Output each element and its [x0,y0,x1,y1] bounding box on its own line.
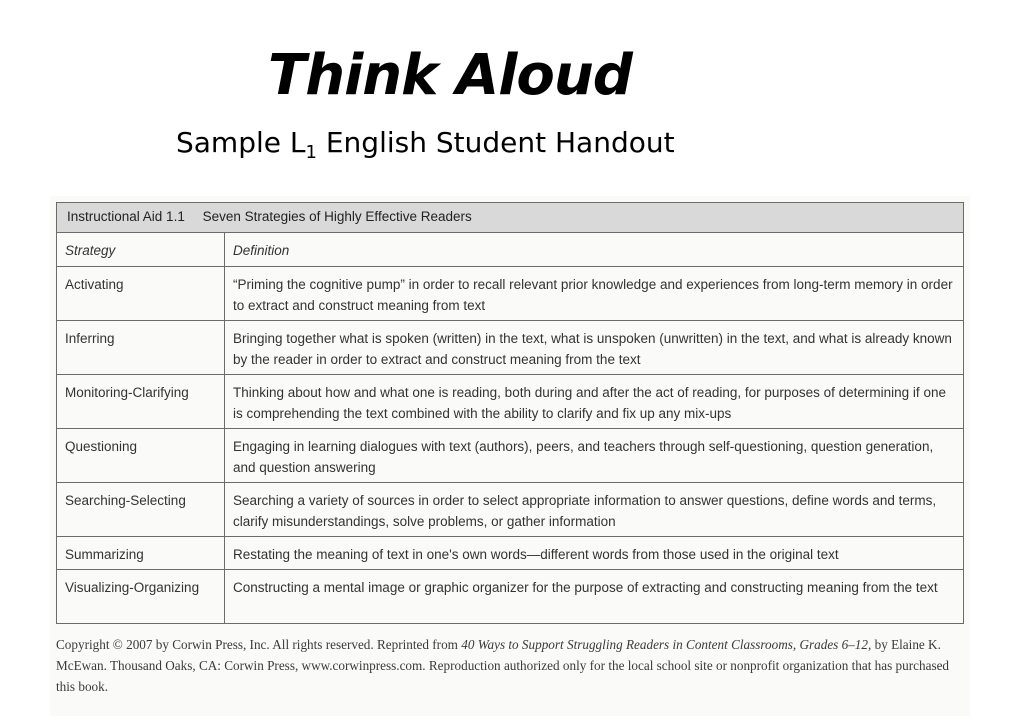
page-subtitle [176,128,675,163]
definition-cell: Constructing a mental image or graphic organizer for the purpose of extracting and constructing meaning from the text [225,570,964,624]
table-row [57,267,964,321]
table-row [57,537,964,570]
aid-title: Seven Strategies of Highly Effective Readers [202,209,472,224]
copyright-notice [56,634,968,697]
subtitle-text-pre: Sample L [176,126,306,159]
strategies-table [56,202,964,624]
table-header-row [57,233,964,267]
table-row [57,483,964,537]
definition-cell: Thinking about how and what one is reading, both during and after the act of reading, for purposes of determining if one is comprehending the text combined with the ability to clarify and fix up any mix-ups [225,375,964,429]
definition-cell: Searching a variety of sources in order to select appropriate information to answer questions, define words and terms, clarify misunderstandings, solve problems, or gather information [225,483,964,537]
table-caption [57,203,964,233]
strategy-cell: Questioning [57,429,225,483]
copyright-text-post: by Elaine K. McEwan. Thousand Oaks, CA: Corwin Press, www.corwinpress.com. Reproduction authorized only for the local school site or nonprofit organization that has purchased this book. [56,637,950,694]
strategy-cell: Summarizing [57,537,225,570]
strategy-cell: Searching-Selecting [57,483,225,537]
definition-cell: Engaging in learning dialogues with text (authors), peers, and teachers through self-questioning, question generation, and question answering [225,429,964,483]
subtitle-text-post: English Student Handout [316,126,675,159]
table-row [57,429,964,483]
copyright-text-pre: Copyright © 2007 by Corwin Press, Inc. All rights reserved. Reprinted from [56,637,462,652]
strategy-cell: Monitoring-Clarifying [57,375,225,429]
definition-cell: “Priming the cognitive pump” in order to recall relevant prior knowledge and experiences from long-term memory in order to extract and construct meaning from text [225,267,964,321]
page-title: Think Aloud [268,43,632,108]
table-row [57,570,964,624]
aid-label: Instructional Aid 1.1 [67,209,185,224]
strategy-cell: Inferring [57,321,225,375]
table-row [57,321,964,375]
strategy-cell: Activating [57,267,225,321]
strategy-cell: Visualizing-Organizing [57,570,225,624]
book-title: 40 Ways to Support Struggling Readers in Content Classrooms, Grades 6–12, [461,637,872,652]
definition-cell: Restating the meaning of text in one's own words—different words from those used in the original text [225,537,964,570]
column-header-definition: Definition [225,233,964,267]
definition-cell: Bringing together what is spoken (written) in the text, what is unspoken (unwritten) in the text, and what is already known by the reader in order to extract and construct meaning from the text [225,321,964,375]
table-caption-row [57,203,964,233]
subtitle-subscript: 1 [305,142,317,163]
table-row [57,375,964,429]
column-header-strategy: Strategy [57,233,225,267]
